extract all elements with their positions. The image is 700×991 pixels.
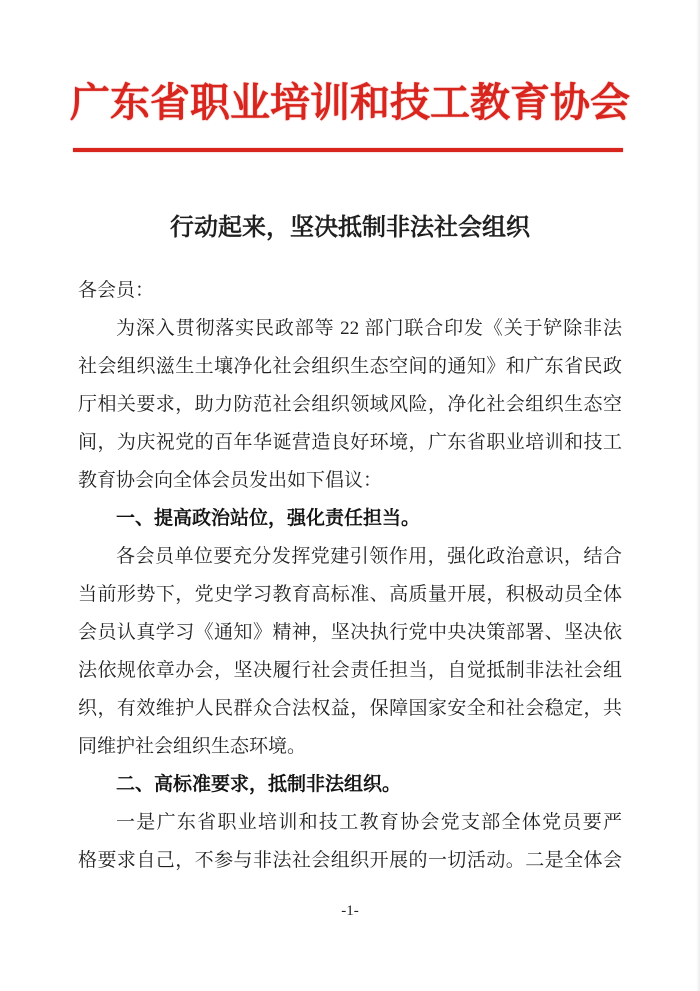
body-text-line: 各会员单位要充分发挥党建引领作用，强化政治意识，结合 [116,546,622,567]
body-text-line: 各会员： [78,280,155,301]
document-body [78,272,622,880]
body-text-line: 同维护社会组织生态环境。 [78,736,307,757]
body-text-line: 为深入贯彻落实民政部等 22 部门联合印发《关于铲除非法 [116,318,622,339]
section-heading: 一、提高政治站位，强化责任担当。 [116,508,421,529]
document-title: 行动起来，坚决抵制非法社会组织 [170,215,530,241]
body-text-line: 厅相关要求，助力防范社会组织领域风险，净化社会组织生态空 [78,394,622,415]
page-number: -1- [341,903,359,919]
body-text-line: 法依规依章办会，坚决履行社会责任担当，自觉抵制非法社会组 [78,660,622,681]
body-text-line: 教育协会向全体会员发出如下倡议： [78,470,383,491]
body-text-line: 社会组织滋生土壤净化社会组织生态空间的通知》和广东省民政 [78,356,622,377]
letterhead-divider-rule [73,148,623,152]
body-text-line: 当前形势下，党史学习教育高标准、高质量开展，积极动员全体 [78,584,622,605]
body-text-line: 间，为庆祝党的百年华诞营造良好环境，广东省职业培训和技工 [78,432,622,453]
body-text-line: 一是广东省职业培训和技工教育协会党支部全体党员要严 [116,812,622,833]
section-heading: 二、高标准要求，抵制非法组织。 [116,774,402,795]
body-text-line: 织，有效维护人民群众合法权益，保障国家安全和社会稳定，共 [78,698,622,719]
letterhead-org-name: 广东省职业培训和技工教育协会 [70,81,630,125]
body-text-line: 格要求自己，不参与非法社会组织开展的一切活动。二是全体会 [78,850,622,871]
body-text-line: 会员认真学习《通知》精神，坚决执行党中央决策部署、坚决依 [78,622,622,643]
